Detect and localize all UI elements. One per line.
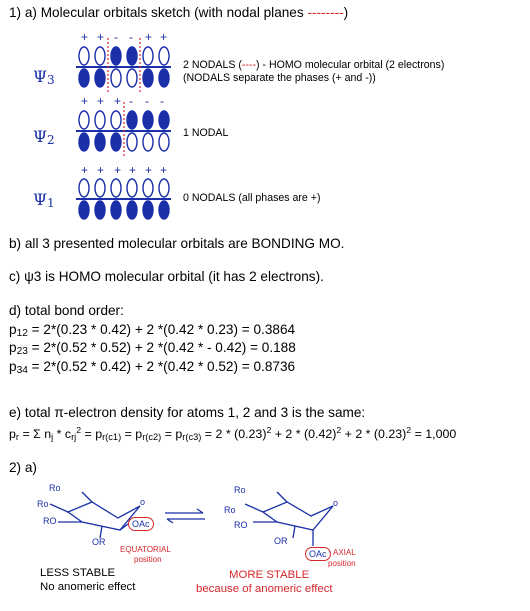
left-stability: LESS STABLE bbox=[40, 567, 116, 579]
right-ro-mid: Ro bbox=[224, 505, 236, 515]
psi3-note-b: ) - HOMO molecular orbital (2 electrons) bbox=[256, 59, 445, 71]
answer-e-title: e) total π-electron density for atoms 1, 2 and 3 is the same: bbox=[9, 405, 366, 420]
left-or: OR bbox=[92, 537, 106, 547]
right-stability: MORE STABLE bbox=[229, 569, 310, 581]
psi1-sign-2: + bbox=[97, 163, 105, 177]
ef-rc1: r(c1) bbox=[102, 432, 122, 442]
ef-rc2: r(c2) bbox=[142, 432, 162, 442]
psi1-note: 0 NODALS (all phases are +) bbox=[183, 192, 321, 204]
title-text: 1) a) Molecular orbitals sketch (with nodal planes bbox=[9, 5, 308, 20]
right-ro-low: RO bbox=[234, 520, 248, 530]
ef-eq1: = Σ n bbox=[19, 427, 52, 441]
psi3-sign-5: + bbox=[145, 30, 153, 44]
right-or: OR bbox=[274, 536, 288, 546]
psi2-sign-3: + bbox=[114, 94, 122, 108]
left-ro-top: Ro bbox=[49, 483, 61, 493]
question-1a-title bbox=[9, 5, 348, 20]
answer-c: c) ψ3 is HOMO molecular orbital (it has 2 electrons). bbox=[9, 269, 324, 284]
right-oac-circled: OAc bbox=[305, 547, 331, 561]
right-position-2: position bbox=[328, 559, 356, 568]
psi1-orbital-drawing bbox=[72, 174, 172, 224]
p12-index: 12 bbox=[16, 328, 28, 339]
right-ro-top: Ro bbox=[234, 485, 246, 495]
psi1-subscript: 1 bbox=[47, 196, 55, 210]
ef-sq1: 2 bbox=[266, 425, 272, 435]
ef-j: j bbox=[51, 432, 54, 442]
ef-sq3: 2 bbox=[406, 425, 412, 435]
psi1-symbol: Ψ bbox=[33, 190, 48, 209]
psi3-sign-4: - bbox=[129, 30, 133, 44]
psi3-note-a: 2 NODALS ( bbox=[183, 59, 242, 71]
ef-mul: * c bbox=[53, 427, 72, 441]
right-reason: because of anomeric effect bbox=[196, 583, 333, 595]
ef-eq3: = p bbox=[121, 427, 143, 441]
psi3-symbol: Ψ bbox=[33, 67, 48, 86]
ef-sq2: 2 bbox=[336, 425, 342, 435]
psi3-subscript: 3 bbox=[47, 73, 55, 87]
ef-rj: rj bbox=[71, 432, 77, 442]
p12-symbol: p bbox=[9, 322, 17, 337]
ef-rest2: + 2 * (0.42) bbox=[271, 427, 337, 441]
p34-symbol: p bbox=[9, 359, 17, 374]
psi2-sign-2: + bbox=[97, 94, 105, 108]
ef-eq4: = p bbox=[161, 427, 183, 441]
answer-d-title: d) total bond order: bbox=[9, 303, 124, 318]
psi3-sign-6: + bbox=[160, 30, 168, 44]
psi2-note: 1 NODAL bbox=[183, 127, 229, 139]
right-ring-oxygen: o bbox=[333, 498, 339, 508]
question-2a-title: 2) a) bbox=[9, 460, 37, 475]
psi2-sign-5: - bbox=[145, 94, 149, 108]
p12-expression: = 2*(0.23 * 0.42) + 2 *(0.42 * 0.23) = 0.3864 bbox=[27, 322, 296, 337]
psi3-note-dash: ---- bbox=[241, 59, 256, 71]
psi3-sign-2: + bbox=[97, 30, 105, 44]
p23-symbol: p bbox=[9, 340, 17, 355]
psi2-sign-1: + bbox=[81, 94, 89, 108]
p34-index: 34 bbox=[16, 365, 28, 376]
electron-density-formula bbox=[9, 425, 456, 442]
psi2-sign-6: - bbox=[160, 94, 164, 108]
ef-rest1: = 2 * (0.23) bbox=[201, 427, 267, 441]
psi1-sign-5: + bbox=[145, 163, 153, 177]
left-ring-oxygen: o bbox=[140, 497, 146, 507]
left-position-2: position bbox=[134, 555, 162, 564]
ef-r: r bbox=[15, 432, 19, 442]
psi1-sign-1: + bbox=[81, 163, 89, 177]
bond-order-p34 bbox=[9, 359, 295, 376]
p23-expression: = 2*(0.52 * 0.52) + 2 *(0.42 * - 0.42) = 0.188 bbox=[27, 340, 296, 355]
ef-eq2: = p bbox=[81, 427, 103, 441]
p34-expression: = 2*(0.52 * 0.42) + 2 *(0.42 * 0.52) = 0.8736 bbox=[27, 359, 296, 374]
psi2-symbol: Ψ bbox=[33, 127, 48, 146]
psi1-sign-3: + bbox=[114, 163, 122, 177]
left-reason: No anomeric effect bbox=[40, 581, 136, 593]
psi3-sign-1: + bbox=[81, 30, 89, 44]
equilibrium-arrows-icon bbox=[163, 509, 207, 523]
psi3-orbital-drawing bbox=[72, 42, 172, 94]
psi1-sign-6: + bbox=[160, 163, 168, 177]
p23-index: 23 bbox=[16, 346, 28, 357]
psi3-sign-3: - bbox=[114, 30, 118, 44]
ef-p: p bbox=[9, 427, 16, 441]
ef-rest3: + 2 * (0.23) bbox=[341, 427, 407, 441]
left-oac-circled: OAc bbox=[128, 517, 154, 531]
left-position-1: EQUATORIAL bbox=[120, 545, 171, 554]
answer-b: b) all 3 presented molecular orbitals are BONDING MO. bbox=[9, 236, 345, 251]
psi3-label bbox=[33, 67, 55, 87]
right-position-1: AXIAL bbox=[333, 548, 356, 557]
ef-rc3: r(c3) bbox=[182, 432, 202, 442]
psi3-note-line2: (NODALS separate the phases (+ and -)) bbox=[183, 72, 376, 84]
psi2-sign-4: - bbox=[129, 94, 133, 108]
psi1-label bbox=[33, 190, 55, 210]
left-ro-low: RO bbox=[43, 516, 57, 526]
psi2-subscript: 2 bbox=[47, 133, 55, 147]
bond-order-p12 bbox=[9, 322, 295, 339]
left-ro-mid: Ro bbox=[37, 499, 49, 509]
ef-rest4: = 1,000 bbox=[411, 427, 457, 441]
psi2-label bbox=[33, 127, 55, 147]
psi3-note-line1 bbox=[183, 59, 444, 71]
title-dashes: -------- bbox=[307, 5, 344, 20]
psi2-orbital-drawing bbox=[72, 106, 172, 158]
ef-sq0: 2 bbox=[76, 425, 82, 435]
bond-order-p23 bbox=[9, 340, 296, 357]
psi1-sign-4: + bbox=[129, 163, 137, 177]
title-close: ) bbox=[343, 5, 349, 20]
